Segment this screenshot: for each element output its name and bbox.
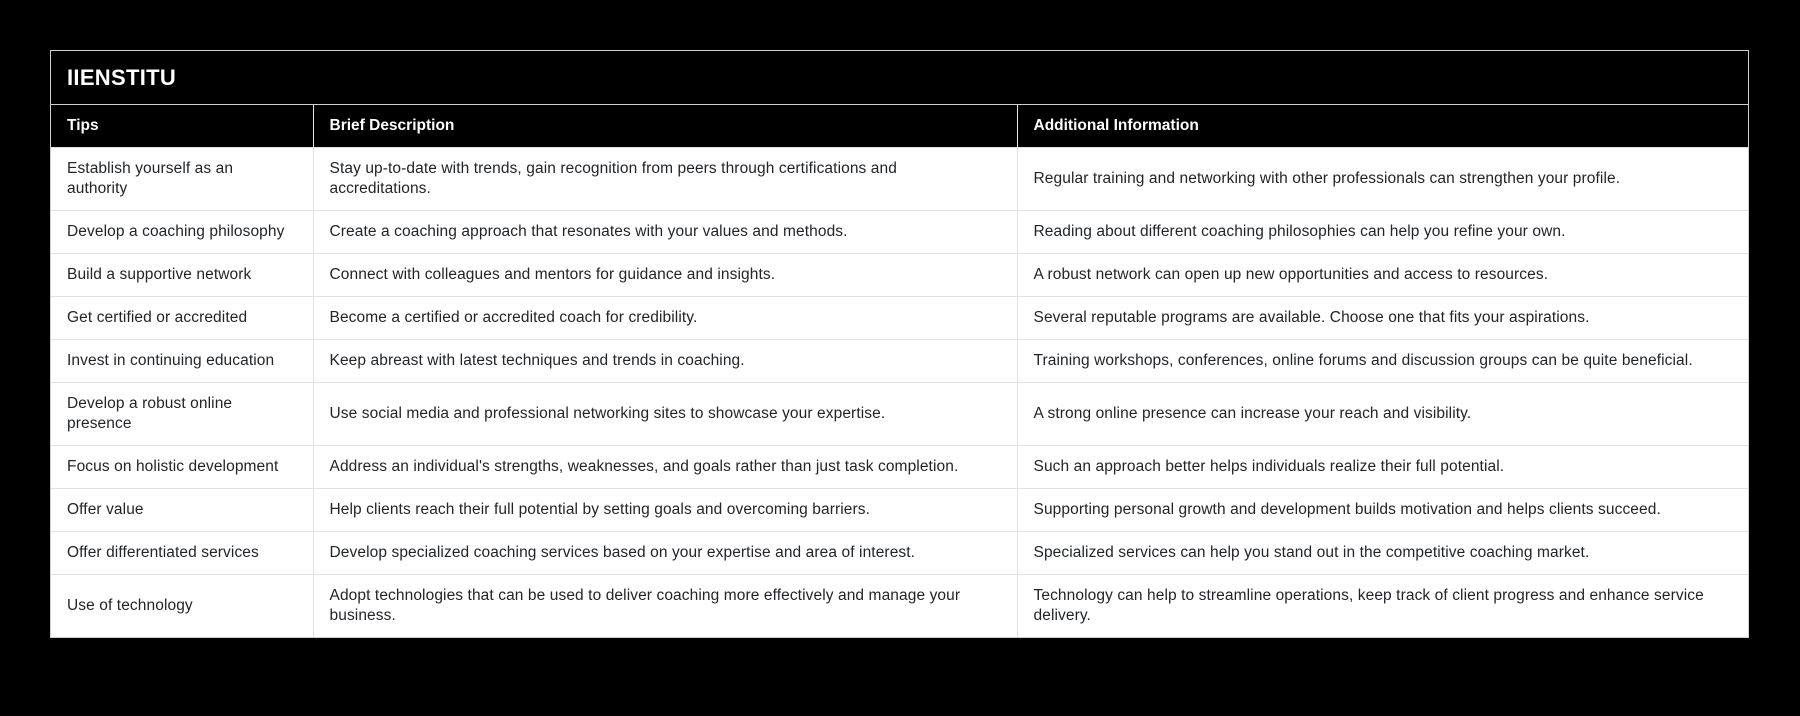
additional-cell: Specialized services can help you stand out in the competitive coaching market. [1017,532,1748,575]
table-row [51,575,1748,638]
table-row [51,532,1748,575]
table-row [51,297,1748,340]
additional-cell: Regular training and networking with other professionals can strengthen your profile. [1017,148,1748,211]
content-card [50,50,1749,638]
tip-cell: Develop a robust online presence [51,383,313,446]
description-cell: Address an individual's strengths, weaknesses, and goals rather than just task completion. [313,446,1017,489]
table-row [51,340,1748,383]
description-cell: Connect with colleagues and mentors for guidance and insights. [313,254,1017,297]
table-header [51,105,1748,148]
tip-cell: Offer value [51,489,313,532]
tip-cell: Get certified or accredited [51,297,313,340]
table-row [51,254,1748,297]
table-row [51,383,1748,446]
tip-cell: Develop a coaching philosophy [51,211,313,254]
additional-cell: Reading about different coaching philosophies can help you refine your own. [1017,211,1748,254]
tip-cell: Use of technology [51,575,313,638]
additional-cell: Such an approach better helps individuals realize their full potential. [1017,446,1748,489]
description-cell: Stay up-to-date with trends, gain recognition from peers through certifications and accreditations. [313,148,1017,211]
tip-cell: Offer differentiated services [51,532,313,575]
table-body [51,148,1748,638]
description-cell: Become a certified or accredited coach for credibility. [313,297,1017,340]
page-title: IIENSTITU [51,51,1748,105]
description-cell: Keep abreast with latest techniques and trends in coaching. [313,340,1017,383]
additional-cell: Supporting personal growth and development builds motivation and helps clients succeed. [1017,489,1748,532]
description-cell: Create a coaching approach that resonates with your values and methods. [313,211,1017,254]
tip-cell: Invest in continuing education [51,340,313,383]
additional-cell: A strong online presence can increase your reach and visibility. [1017,383,1748,446]
table-row [51,489,1748,532]
header-row [51,105,1748,148]
column-header-brief-description: Brief Description [313,105,1017,148]
tip-cell: Build a supportive network [51,254,313,297]
additional-cell: Several reputable programs are available. Choose one that fits your aspirations. [1017,297,1748,340]
description-cell: Develop specialized coaching services based on your expertise and area of interest. [313,532,1017,575]
column-header-tips: Tips [51,105,313,148]
table-row [51,211,1748,254]
additional-cell: Technology can help to streamline operations, keep track of client progress and enhance service delivery. [1017,575,1748,638]
additional-cell: Training workshops, conferences, online forums and discussion groups can be quite beneficial. [1017,340,1748,383]
tip-cell: Focus on holistic development [51,446,313,489]
table-row [51,446,1748,489]
description-cell: Adopt technologies that can be used to deliver coaching more effectively and manage your business. [313,575,1017,638]
tips-table [51,105,1748,637]
description-cell: Use social media and professional networking sites to showcase your expertise. [313,383,1017,446]
additional-cell: A robust network can open up new opportunities and access to resources. [1017,254,1748,297]
column-header-additional-information: Additional Information [1017,105,1748,148]
table-row [51,148,1748,211]
tip-cell: Establish yourself as an authority [51,148,313,211]
description-cell: Help clients reach their full potential by setting goals and overcoming barriers. [313,489,1017,532]
